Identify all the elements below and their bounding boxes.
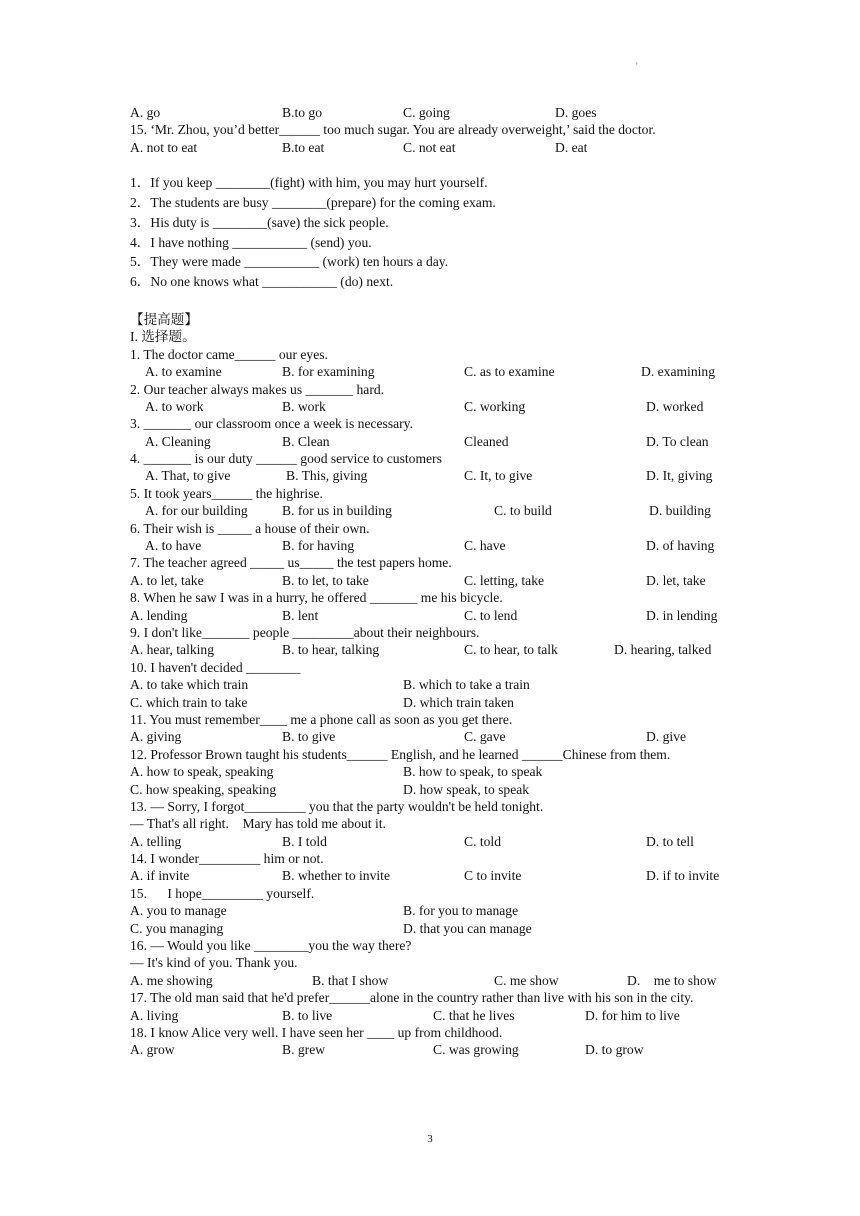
fill-item: 3．His duty is ________(save) the sick people. <box>130 214 389 230</box>
option-d: D. how speak, to speak <box>403 781 530 797</box>
option-row <box>130 537 730 554</box>
option-b: B. lent <box>282 607 319 623</box>
option-d: D. let, take <box>646 572 706 588</box>
option-d: D. It, giving <box>646 468 713 484</box>
option-row <box>130 641 730 658</box>
option-b: B. I told <box>282 833 327 849</box>
option-c: C. gave <box>464 729 506 745</box>
question-stem: 8. When he saw I was in a hurry, he offered _______ me his bicycle. <box>130 590 503 606</box>
option-d: D. of having <box>646 538 715 554</box>
option-a: A. grow <box>130 1042 175 1058</box>
option-b: B.to eat <box>282 139 325 155</box>
option-d: D. in lending <box>646 607 718 623</box>
option-c: C. which train to take <box>130 694 248 710</box>
option-row <box>130 694 730 711</box>
option-a: A. lending <box>130 607 188 623</box>
option-c: Cleaned <box>464 433 509 449</box>
option-b: B. to hear, talking <box>282 642 380 658</box>
option-c: C. told <box>464 833 502 849</box>
option-a: A. to take which train <box>130 677 249 693</box>
option-c: C. letting, take <box>464 572 545 588</box>
option-a: A. go <box>130 105 161 120</box>
question-stem: 12. Professor Brown taught his students______ English, and he learned ______Chinese from them. <box>130 746 671 762</box>
question-stem: 17. The old man said that he'd prefer______alone in the country rather than live with his son in the city. <box>130 990 694 1006</box>
question-stem: 13. — Sorry, I forgot_________ you that the party wouldn't be held tonight. <box>130 798 544 814</box>
question-stem: 14. I wonder_________ him or not. <box>130 851 324 867</box>
option-row <box>130 363 730 380</box>
option-a: A. to work <box>145 398 204 414</box>
option-b: B. which to take a train <box>403 677 530 693</box>
option-b: B. for examining <box>282 364 375 380</box>
fill-item: 4．I have nothing ___________ (send) you. <box>130 234 372 250</box>
question-stem: 15. ‘Mr. Zhou, you’d better______ too much sugar. You are already overweight,’ said the doctor. <box>130 122 656 138</box>
option-c: C. that he lives <box>433 1007 515 1023</box>
section-title: 【提高题】 <box>130 311 198 327</box>
option-c: C. was growing <box>433 1042 519 1058</box>
option-b: B. that I show <box>312 972 389 988</box>
option-d: D. which train taken <box>403 694 514 710</box>
option-c: C. going <box>403 105 450 120</box>
option-d: D. hearing, talked <box>614 642 712 658</box>
option-b: B. to give <box>282 729 336 745</box>
option-row <box>130 572 730 589</box>
option-b: B. whether to invite <box>282 868 390 884</box>
option-c: C. It, to give <box>464 468 533 484</box>
option-c: C. to hear, to talk <box>464 642 558 658</box>
option-b: B. work <box>282 398 326 414</box>
option-d: D. give <box>646 729 687 745</box>
question-stem: 16. — Would you like ________you the way there? <box>130 938 412 954</box>
option-b: B. for you to manage <box>403 903 519 919</box>
question-stem: 15. I hope_________ yourself. <box>130 885 315 901</box>
option-d: D. to grow <box>585 1042 644 1058</box>
question-stem: 4. _______ is our duty ______ good service to customers <box>130 451 442 467</box>
option-a: A. if invite <box>130 868 190 884</box>
option-a: A. for our building <box>145 503 248 519</box>
option-a: A. to let, take <box>130 572 204 588</box>
option-a: A. to have <box>145 538 202 554</box>
option-b: B. for having <box>282 538 355 554</box>
option-b: B.to go <box>282 105 323 120</box>
option-d: D. To clean <box>646 433 709 449</box>
option-row <box>130 467 730 484</box>
fill-item: 1．If you keep ________(fight) with him, you may hurt yourself. <box>130 175 488 191</box>
header-mark: ' <box>636 61 638 71</box>
option-b: B. how to speak, to speak <box>403 764 543 780</box>
option-d: D. examining <box>641 364 715 380</box>
option-a: A. living <box>130 1007 179 1023</box>
option-c: C. you managing <box>130 920 224 936</box>
option-c: C. working <box>464 398 526 414</box>
option-row <box>130 867 730 884</box>
option-d: D. eat <box>555 139 588 155</box>
option-d: D. goes <box>555 105 597 120</box>
option-row <box>130 676 730 693</box>
option-d: D. that you can manage <box>403 920 532 936</box>
fill-item: 6．No one knows what ___________ (do) next. <box>130 274 394 290</box>
option-row <box>130 781 730 798</box>
option-d: D. if to invite <box>646 868 720 884</box>
option-d: D. worked <box>646 398 704 414</box>
option-c: C. as to examine <box>464 364 555 380</box>
option-c: C. me show <box>494 972 559 988</box>
option-a: A. Cleaning <box>145 433 211 449</box>
option-c: C to invite <box>464 868 522 884</box>
question-stem-reply: — It's kind of you. Thank you. <box>130 955 298 971</box>
option-b: B. This, giving <box>286 468 368 484</box>
question-stem: 3. _______ our classroom once a week is necessary. <box>130 416 413 432</box>
option-d: D. to tell <box>646 833 694 849</box>
option-a: A. not to eat <box>130 139 198 155</box>
fill-item: 2．The students are busy ________(prepare) for the coming exam. <box>130 194 496 210</box>
question-stem: 18. I know Alice very well. I have seen her ____ up from childhood. <box>130 1025 503 1040</box>
question-stem: 11. You must remember____ me a phone call as soon as you get there. <box>130 711 513 727</box>
option-row <box>130 104 730 121</box>
option-b: B. Clean <box>282 433 330 449</box>
option-d: D. building <box>649 503 711 519</box>
question-stem: 5. It took years______ the highrise. <box>130 485 323 501</box>
option-a: A. how to speak, speaking <box>130 764 274 780</box>
option-row <box>130 502 730 519</box>
option-c: C. to lend <box>464 607 518 623</box>
option-row <box>130 1007 730 1024</box>
option-b: B. grew <box>282 1042 326 1058</box>
option-row <box>130 398 730 415</box>
section-subtitle: I. 选择题。 <box>130 329 196 345</box>
option-row <box>130 902 730 919</box>
option-row <box>130 763 730 780</box>
option-a: A. hear, talking <box>130 642 215 658</box>
option-row <box>130 607 730 624</box>
option-c: C. to build <box>494 503 552 519</box>
fill-item: 5．They were made ___________ (work) ten hours a day. <box>130 254 449 270</box>
option-row <box>130 1041 730 1058</box>
option-row <box>130 972 730 989</box>
question-stem: 2. Our teacher always makes us _______ hard. <box>130 381 385 397</box>
option-a: A. you to manage <box>130 903 227 919</box>
option-row <box>130 920 730 937</box>
page-content <box>130 104 730 1059</box>
option-b: B. to let, to take <box>282 572 369 588</box>
option-a: A. That, to give <box>145 468 231 484</box>
option-row <box>130 833 730 850</box>
option-a: A. giving <box>130 729 182 745</box>
page-number: 3 <box>427 1133 433 1145</box>
question-stem: 9. I don't like_______ people _________about their neighbours. <box>130 624 480 640</box>
question-stem: 1. The doctor came______ our eyes. <box>130 346 328 362</box>
option-d: D. me to show <box>627 972 717 988</box>
option-b: B. to live <box>282 1007 333 1023</box>
question-stem: 6. Their wish is _____ a house of their own. <box>130 520 370 536</box>
fill-in-list <box>130 174 730 293</box>
option-d: D. for him to live <box>585 1007 680 1023</box>
option-row <box>130 728 730 745</box>
option-a: A. telling <box>130 833 182 849</box>
option-row <box>130 139 730 156</box>
option-a: A. to examine <box>145 364 222 380</box>
option-b: B. for us in building <box>282 503 392 519</box>
option-c: C. how speaking, speaking <box>130 781 277 797</box>
question-stem: 10. I haven't decided ________ <box>130 659 301 675</box>
option-row <box>130 433 730 450</box>
question-stem-reply: — That's all right. Mary has told me about it. <box>130 816 386 832</box>
option-c: C. have <box>464 538 506 554</box>
question-stem: 7. The teacher agreed _____ us_____ the test papers home. <box>130 555 452 571</box>
option-c: C. not eat <box>403 139 456 155</box>
option-a: A. me showing <box>130 972 213 988</box>
